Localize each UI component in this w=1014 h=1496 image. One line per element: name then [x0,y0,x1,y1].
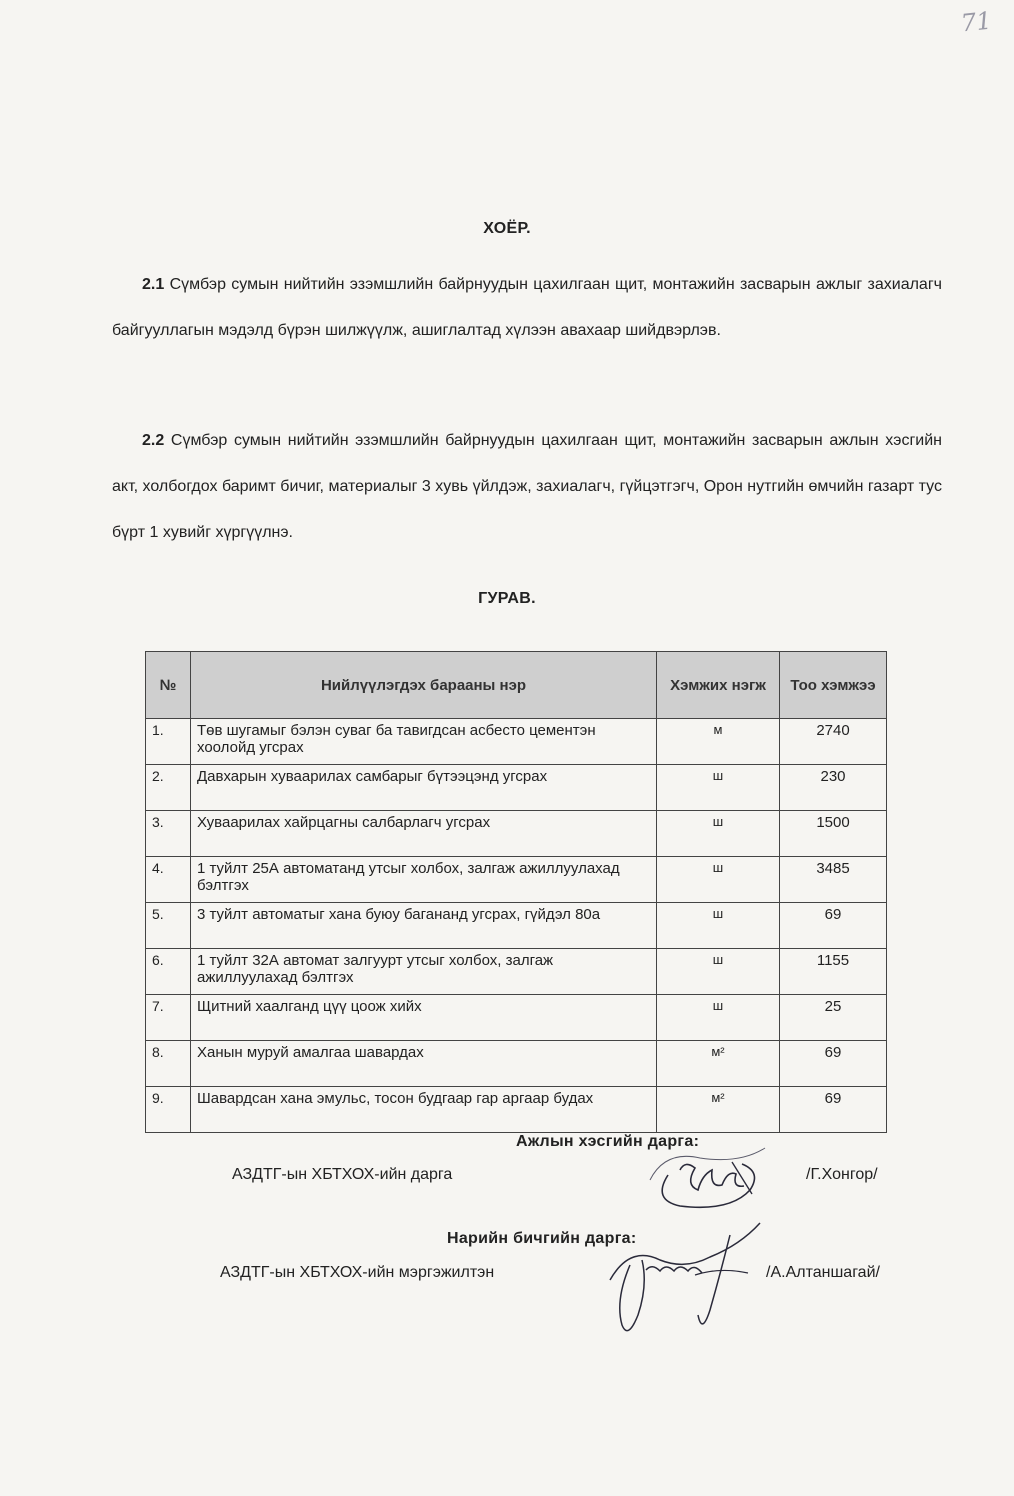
table-row [146,995,887,1041]
row-quantity: 69 [780,903,887,949]
table-row [146,719,887,765]
row-number: 4. [146,857,191,903]
row-quantity: 2740 [780,719,887,765]
header-item-name: Нийлүүлэгдэх барааны нэр [191,652,657,719]
table-header-row [146,652,887,719]
head-name: /Г.Хонгор/ [806,1166,878,1183]
head-title: Ажлын хэсгийн дарга: [516,1133,700,1150]
secretary-name: /А.Алтаншагай/ [766,1264,880,1281]
table-row [146,949,887,995]
secretary-signature [590,1215,780,1345]
row-unit: м [657,719,780,765]
row-unit: ш [657,949,780,995]
table-row [146,903,887,949]
row-number: 5. [146,903,191,949]
paragraph-2-1 [112,262,942,354]
row-number: 2. [146,765,191,811]
row-unit: ш [657,903,780,949]
row-quantity: 1500 [780,811,887,857]
head-role: АЗДТГ-ын ХБТХОХ-ийн дарга [232,1166,453,1183]
row-number: 9. [146,1087,191,1133]
row-quantity: 25 [780,995,887,1041]
table-row [146,857,887,903]
row-unit: ш [657,857,780,903]
row-number: 8. [146,1041,191,1087]
row-quantity: 69 [780,1087,887,1133]
row-item-name: Щитний хаалганд цүү цоож хийх [191,995,657,1041]
row-quantity: 69 [780,1041,887,1087]
row-number: 1. [146,719,191,765]
row-quantity: 3485 [780,857,887,903]
row-quantity: 1155 [780,949,887,995]
row-item-name: 1 туйлт 32А автомат залгуурт утсыг холбох, залгаж ажиллуулахад бэлтгэх [191,949,657,995]
table-row [146,765,887,811]
section-2-heading: ХОЁР. [483,220,531,237]
row-number: 7. [146,995,191,1041]
row-unit: м² [657,1087,780,1133]
row-quantity: 230 [780,765,887,811]
row-item-name: Ханын муруй амалгаа шавардах [191,1041,657,1087]
paragraph-2-1-number: 2.1 [142,276,165,293]
row-item-name: 1 туйлт 25А автоматанд утсыг холбох, залгаж ажиллуулахад бэлтгэх [191,857,657,903]
table-row [146,1087,887,1133]
row-unit: м² [657,1041,780,1087]
paragraph-2-2 [112,418,942,556]
row-number: 6. [146,949,191,995]
row-number: 3. [146,811,191,857]
paragraph-2-2-text: Сүмбэр сумын нийтийн эзэмшлийн байрнуудын цахилгаан щит, монтажийн засварын ажлын хэсгийн акт, холбогдох баримт бичиг, материалыг 3 хувь үйлдэж, захиалагч, гүйцэтгэгч, Орон нутгийн өмчийн газарт тус бүрт 1 хувийг хүргүүлнэ. [112,432,943,541]
table-row [146,811,887,857]
page-number: 71 [960,6,994,38]
head-signature [640,1140,800,1220]
row-item-name: Шавардсан хана эмульс, тосон будгаар гар аргаар будах [191,1087,657,1133]
header-unit: Хэмжих нэгж [657,652,780,719]
row-item-name: Давхарын хуваарилах самбарыг бүтээцэнд угсрах [191,765,657,811]
row-unit: ш [657,811,780,857]
row-unit: ш [657,765,780,811]
row-unit: ш [657,995,780,1041]
table-row [146,1041,887,1087]
paragraph-2-2-number: 2.2 [142,432,165,449]
secretary-title: Нарийн бичгийн дарга: [447,1230,637,1247]
goods-table [145,651,887,1133]
header-quantity: Тоо хэмжээ [780,652,887,719]
secretary-role: АЗДТГ-ын ХБТХОХ-ийн мэргэжилтэн [220,1264,495,1281]
table-body [146,719,887,1133]
row-item-name: Төв шугамыг бэлэн суваг ба тавигдсан асбесто цементэн хоолойд угсрах [191,719,657,765]
paragraph-2-1-text: Сүмбэр сумын нийтийн эзэмшлийн байрнуудын цахилгаан щит, монтажийн засварын ажлыг захиалагч байгууллагын мэдэлд бүрэн шилжүүлж, ашиглалтад хүлээн авахаар шийдвэрлэв. [112,276,942,339]
row-item-name: 3 туйлт автоматыг хана буюу багананд угсрах, гүйдэл 80а [191,903,657,949]
section-3-heading: ГУРАВ. [478,590,536,607]
header-number: № [146,652,191,719]
row-item-name: Хуваарилах хайрцагны салбарлагч угсрах [191,811,657,857]
